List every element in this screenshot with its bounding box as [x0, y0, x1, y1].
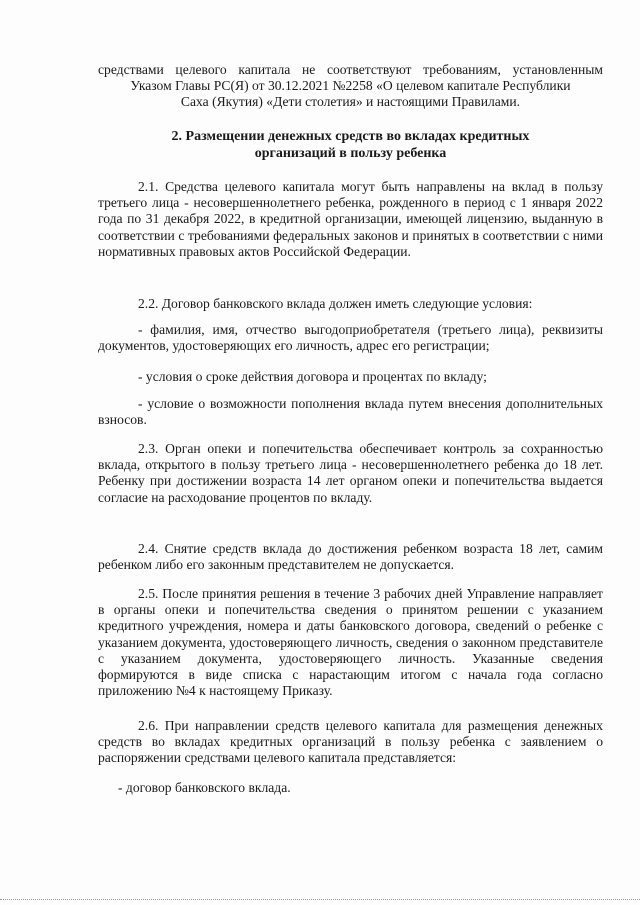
- paragraph-2-6: 2.6. При направлении средств целевого капитала для размещения денежных средств во вкладах кредитных организаций в пользу ребенка с заявлением о распоряжении средствами целевого капитала представляется:: [98, 718, 603, 766]
- section-heading: [98, 129, 603, 162]
- list-item: - договор банковского вклада.: [118, 780, 291, 795]
- intro-line: Указом Главы РС(Я) от 30.12.2021 №2258 «О целевом капитале Республики: [130, 78, 571, 94]
- paragraph-2-3: 2.3. Орган опеки и попечительства обеспечивает контроль за сохранностью вклада, открытого в пользу третьего лица - несовершеннолетнего ребенка до 18 лет. Ребенку при достижении возраста 14 лет органом опеки и попечительства выдается согласие на расходование процентов по вкладу.: [98, 441, 603, 505]
- scan-edge-divider: [0, 899, 640, 900]
- paragraph-2-1: 2.1. Средства целевого капитала могут быть направлены на вклад в пользу третьего лица - несовершеннолетнего ребенка, рожденного в период с 1 января 2022 года по 31 декабря 2022, в кредитной организации, имеющей лицензию, выданную в соответствии с требованиями федеральных законов и принятых в соответствии с ними нормативных правовых актов Российской Федерации.: [98, 179, 603, 259]
- intro-line: средствами целевого капитала не соответствуют требованиям, установленным: [98, 62, 603, 77]
- condition-item: - условия о сроке действия договора и процентах по вкладу;: [138, 369, 487, 384]
- condition-item: - условие о возможности пополнения вклада путем внесения дополнительных взносов.: [98, 396, 603, 428]
- paragraph-2-5: 2.5. После принятия решения в течение 3 рабочих дней Управление направляет в органы опеки и попечительства сведения о принятом решении с указанием кредитного учреждения, номера и даты банковского договора, сведений о ребенке с указанием документа, удостоверяющего личность, сведения о законном представителе с указанием документа, удостоверяющего личность. Указанные сведения формируются в виде списка с нарастающим итогом с начала года согласно приложению №4 к настоящему Приказу.: [98, 586, 603, 699]
- intro-paragraph: [98, 62, 603, 111]
- paragraph-2-2: 2.2. Договор банковского вклада должен иметь следующие условия:: [138, 296, 533, 311]
- section-heading-line: организаций в пользу ребенка: [254, 145, 447, 161]
- intro-line: Саха (Якутия) «Дети столетия» и настоящими Правилами.: [180, 94, 521, 110]
- paragraph-2-4: 2.4. Снятие средств вклада до достижения ребенком возраста 18 лет, самим ребенком либо его законным представителем не допускается.: [98, 541, 603, 573]
- condition-item: - фамилия, имя, отчество выгодоприобретателя (третьего лица), реквизиты документов, удостоверяющих его личность, адрес его регистрации;: [98, 322, 603, 354]
- section-heading-line: 2. Размещении денежных средств во вкладах кредитных: [171, 129, 530, 144]
